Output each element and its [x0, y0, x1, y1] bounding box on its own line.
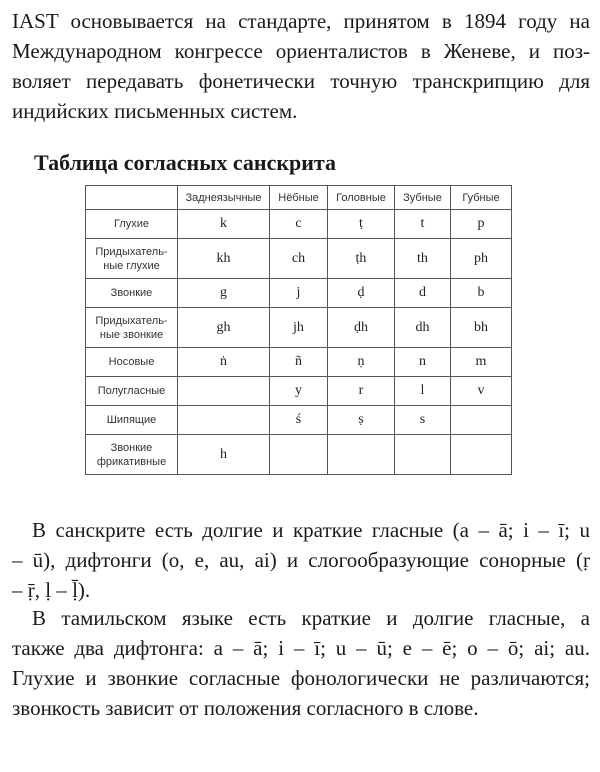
row-label — [86, 239, 178, 279]
table-cell — [270, 435, 328, 475]
row-label-line: Придыхатель- — [95, 245, 168, 258]
text-line: IAST основывается на стандарте, принятом в 1894 году на — [12, 9, 590, 33]
row-label-line: ные звонкие — [99, 328, 164, 341]
row-label — [86, 210, 178, 239]
table-cell: ś — [270, 406, 328, 435]
table-cell: t — [395, 210, 451, 239]
paragraph-sanskrit-vowels — [12, 515, 590, 605]
table-cell: jh — [270, 308, 328, 348]
table-cell: ph — [451, 239, 512, 279]
row-label-line: фрикативные — [96, 455, 167, 468]
table-cell: n — [395, 348, 451, 377]
row-label-line: Шипящие — [106, 414, 157, 426]
header-labial: Губные — [451, 186, 512, 210]
row-label-line: ные глухие — [103, 259, 160, 272]
table-cell: ch — [270, 239, 328, 279]
row-label — [86, 279, 178, 308]
table-cell: ḍ — [328, 279, 395, 308]
table-row — [86, 377, 512, 406]
table-cell: ṣ — [328, 406, 395, 435]
row-label — [86, 308, 178, 348]
paragraph-tamil-vowels — [12, 603, 590, 723]
table-row — [86, 279, 512, 308]
text-line: Международном конгрессе ориенталистов в Женеве, и поз- — [12, 39, 590, 63]
row-label-line: Носовые — [108, 356, 155, 368]
table-cell: j — [270, 279, 328, 308]
consonants-table — [85, 185, 512, 475]
table-cell: b — [451, 279, 512, 308]
row-label — [86, 348, 178, 377]
table-cell — [451, 406, 512, 435]
table-cell: ñ — [270, 348, 328, 377]
row-label-line: Звонкие — [110, 441, 153, 454]
header-palatal: Нёбные — [270, 186, 328, 210]
text-line: В санскрите есть долгие и краткие гласные (a – ā; i – ī; u — [32, 518, 590, 542]
row-label-line: Звонкие — [110, 287, 153, 299]
table-row — [86, 435, 512, 475]
table-cell — [395, 435, 451, 475]
row-label — [86, 377, 178, 406]
table-row — [86, 348, 512, 377]
text-line: – ṝ, ḷ – ḹ). — [12, 578, 91, 602]
row-label — [86, 435, 178, 475]
table-cell: g — [178, 279, 270, 308]
table-cell: h — [178, 435, 270, 475]
table-title: Таблица согласных санскрита — [34, 150, 337, 175]
table-cell: dh — [395, 308, 451, 348]
header-dental: Зубные — [395, 186, 451, 210]
table-cell: ṇ — [328, 348, 395, 377]
table-row — [86, 210, 512, 239]
text-line: индийских письменных систем. — [12, 99, 298, 123]
text-line: В тамильском языке есть краткие и долгие гласные, а — [32, 606, 590, 630]
row-label-line: Придыхатель- — [95, 314, 168, 327]
table-cell — [451, 435, 512, 475]
table-cell: d — [395, 279, 451, 308]
table-cell — [178, 377, 270, 406]
table-cell: c — [270, 210, 328, 239]
table-cell: r — [328, 377, 395, 406]
text-line: звонкость зависит от положения согласного в слове. — [12, 696, 479, 720]
table-row — [86, 406, 512, 435]
table-cell: th — [395, 239, 451, 279]
text-line: воляет передавать фонетически точную транскрипцию для — [12, 69, 590, 93]
table-cell: s — [395, 406, 451, 435]
table-row — [86, 308, 512, 348]
table-cell: v — [451, 377, 512, 406]
header-retroflex: Головные — [328, 186, 395, 210]
row-label-line: Полугласные — [97, 385, 166, 397]
row-label — [86, 406, 178, 435]
table-cell: l — [395, 377, 451, 406]
text-line: также два дифтонга: a – ā; i – ī; u – ū; e – ē; o – ō; ai; au. — [12, 636, 590, 660]
text-line: Глухие и звонкие согласные фонологически не различаются; — [12, 666, 590, 690]
table-cell: ṭ — [328, 210, 395, 239]
table-cell: ḍh — [328, 308, 395, 348]
table-header-row — [86, 186, 512, 210]
table-row — [86, 239, 512, 279]
row-label-line: Глухие — [113, 218, 150, 230]
table-cell: bh — [451, 308, 512, 348]
table-cell: y — [270, 377, 328, 406]
header-corner — [86, 186, 178, 210]
table-cell: kh — [178, 239, 270, 279]
table-cell — [328, 435, 395, 475]
table-cell: ṭh — [328, 239, 395, 279]
intro-paragraph — [12, 6, 590, 126]
table-cell — [178, 406, 270, 435]
table-cell: p — [451, 210, 512, 239]
table-cell: ṅ — [178, 348, 270, 377]
table-cell: gh — [178, 308, 270, 348]
table-cell: m — [451, 348, 512, 377]
header-velar: Заднеязычные — [178, 186, 270, 210]
text-line: – ū), дифтонги (o, e, au, ai) и слогообразующие сонорные (ṛ — [12, 548, 590, 572]
table-cell: k — [178, 210, 270, 239]
